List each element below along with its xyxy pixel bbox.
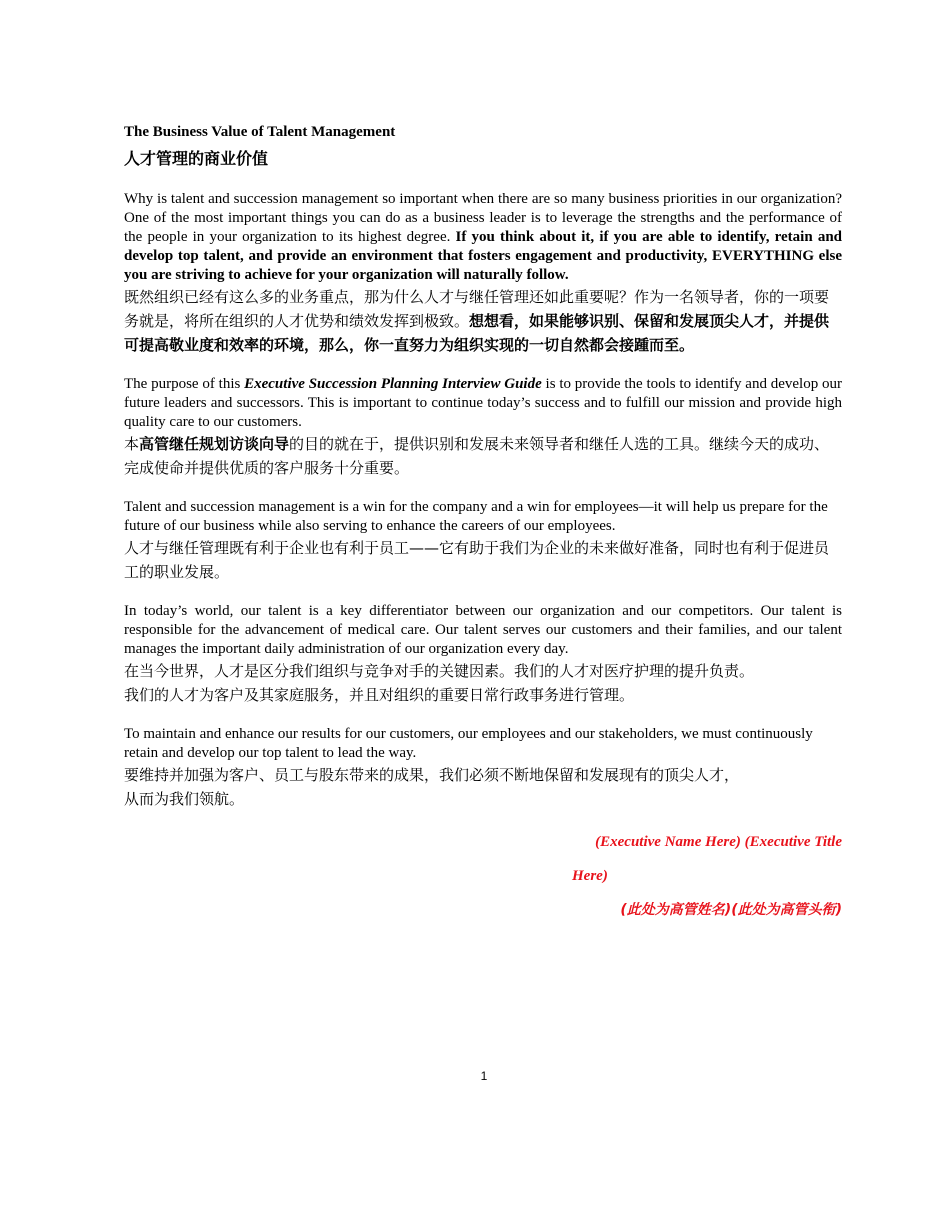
signature-block xyxy=(552,831,842,921)
signature-line-zh: (此处为高管姓名)(此处为高管头衔) xyxy=(620,902,842,918)
para1-en-text: Why is talent and succession management so important when there are so many business priorities in our organization? One of the most important things you can do as a business leader is to leverage the strengths and the performance of the people in your organization to its highest degree. xyxy=(124,191,842,245)
signature-line-1: (Executive Name Here) (Executive Title xyxy=(595,834,842,850)
para4-en: In today’s world, our talent is a key differentiator between our organization and our competitors. Our talent is responsible for the advancement of medical care. Our talent serves our customers and their families, and our talent manages the important daily administration of our organization every day. xyxy=(124,603,842,657)
para2-en-text-a: The purpose of this xyxy=(124,376,245,392)
para3-zh: 人才与继任管理既有利于企业也有利于员工——它有助于我们为企业的未来做好准备，同时也有利于促进员工的职业发展。 xyxy=(124,539,830,581)
heading-zh: 人才管理的商业价值 xyxy=(124,149,269,168)
para1-zh-bold: 想想看，如果能够识别、保留和发展顶尖人才，并提供可提高敬业度和效率的环境，那么，你一直努力为组织实现的一切自然都会接踵而至。 xyxy=(124,312,830,354)
para2-en-text-c: is to provide the tools to identify and develop our future leaders and successors. This is important to continue today’s success and to fulfill our mission and provide high quality care to our customers. xyxy=(124,376,843,430)
page-number: 1 xyxy=(480,1069,488,1083)
para1-en-bold: If you think about it, if you are able to identify, retain and develop top talent, and provide an environment that fosters engagement and productivity, EVERYTHING else you are striving to achieve for your organization will naturally follow. xyxy=(124,229,843,283)
para4-zh-line2: 我们的人才为客户及其家庭服务，并且对组织的重要日常行政事务进行管理。 xyxy=(124,686,635,704)
para1-en xyxy=(124,190,842,285)
para3-en: Talent and succession management is a win for the company and a win for employees—it will help us prepare for the future of our business while also serving to enhance the careers of our employees. xyxy=(124,499,828,534)
para1-zh-text: 既然组织已经有这么多的业务重点，那为什么人才与继任管理还如此重要呢？作为一名领导者，你的一项要务就是，将所在组织的人才优势和绩效发挥到极致。 xyxy=(124,288,830,330)
guide-title-zh: 高管继任规划访谈向导 xyxy=(139,435,290,453)
guide-title-en: Executive Succession Planning Interview Guide xyxy=(244,376,542,392)
document-body xyxy=(124,123,842,811)
para5-en: To maintain and enhance our results for our customers, our employees and our stakeholders, we must continuously retain and develop our top talent to lead the way. xyxy=(124,726,813,761)
signature-line-2: Here) xyxy=(572,868,608,884)
para2-en xyxy=(124,375,842,432)
para4-zh-line1: 在当今世界，人才是区分我们组织与竞争对手的关键因素。我们的人才对医疗护理的提升负责。 xyxy=(124,662,755,680)
para1-zh xyxy=(124,285,842,357)
para2-zh-text-c: 的目的就在于，提供识别和发展未来领导者和继任人选的工具。继续今天的成功、完成使命并提供优质的客户服务十分重要。 xyxy=(124,435,830,477)
para2-zh-text-a: 本 xyxy=(124,435,140,453)
para5-zh-line2: 从而为我们领航。 xyxy=(124,790,245,808)
para2-zh xyxy=(124,432,842,480)
para5-zh-line1: 要维持并加强为客户、员工与股东带来的成果，我们必须不断地保留和发展现有的顶尖人才， xyxy=(124,766,740,784)
heading-en: The Business Value of Talent Management xyxy=(124,124,396,140)
